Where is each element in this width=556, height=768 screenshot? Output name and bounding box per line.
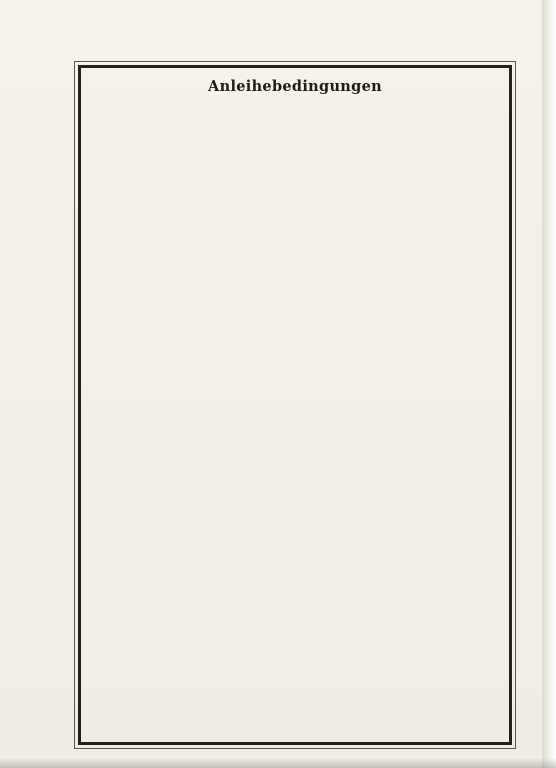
scan-shadow — [0, 758, 556, 768]
left-text-column — [93, 102, 291, 732]
page-edge — [542, 0, 556, 768]
document-frame — [78, 65, 512, 745]
right-text-column — [303, 102, 501, 732]
document-title: Anleihebedingungen — [208, 78, 382, 95]
